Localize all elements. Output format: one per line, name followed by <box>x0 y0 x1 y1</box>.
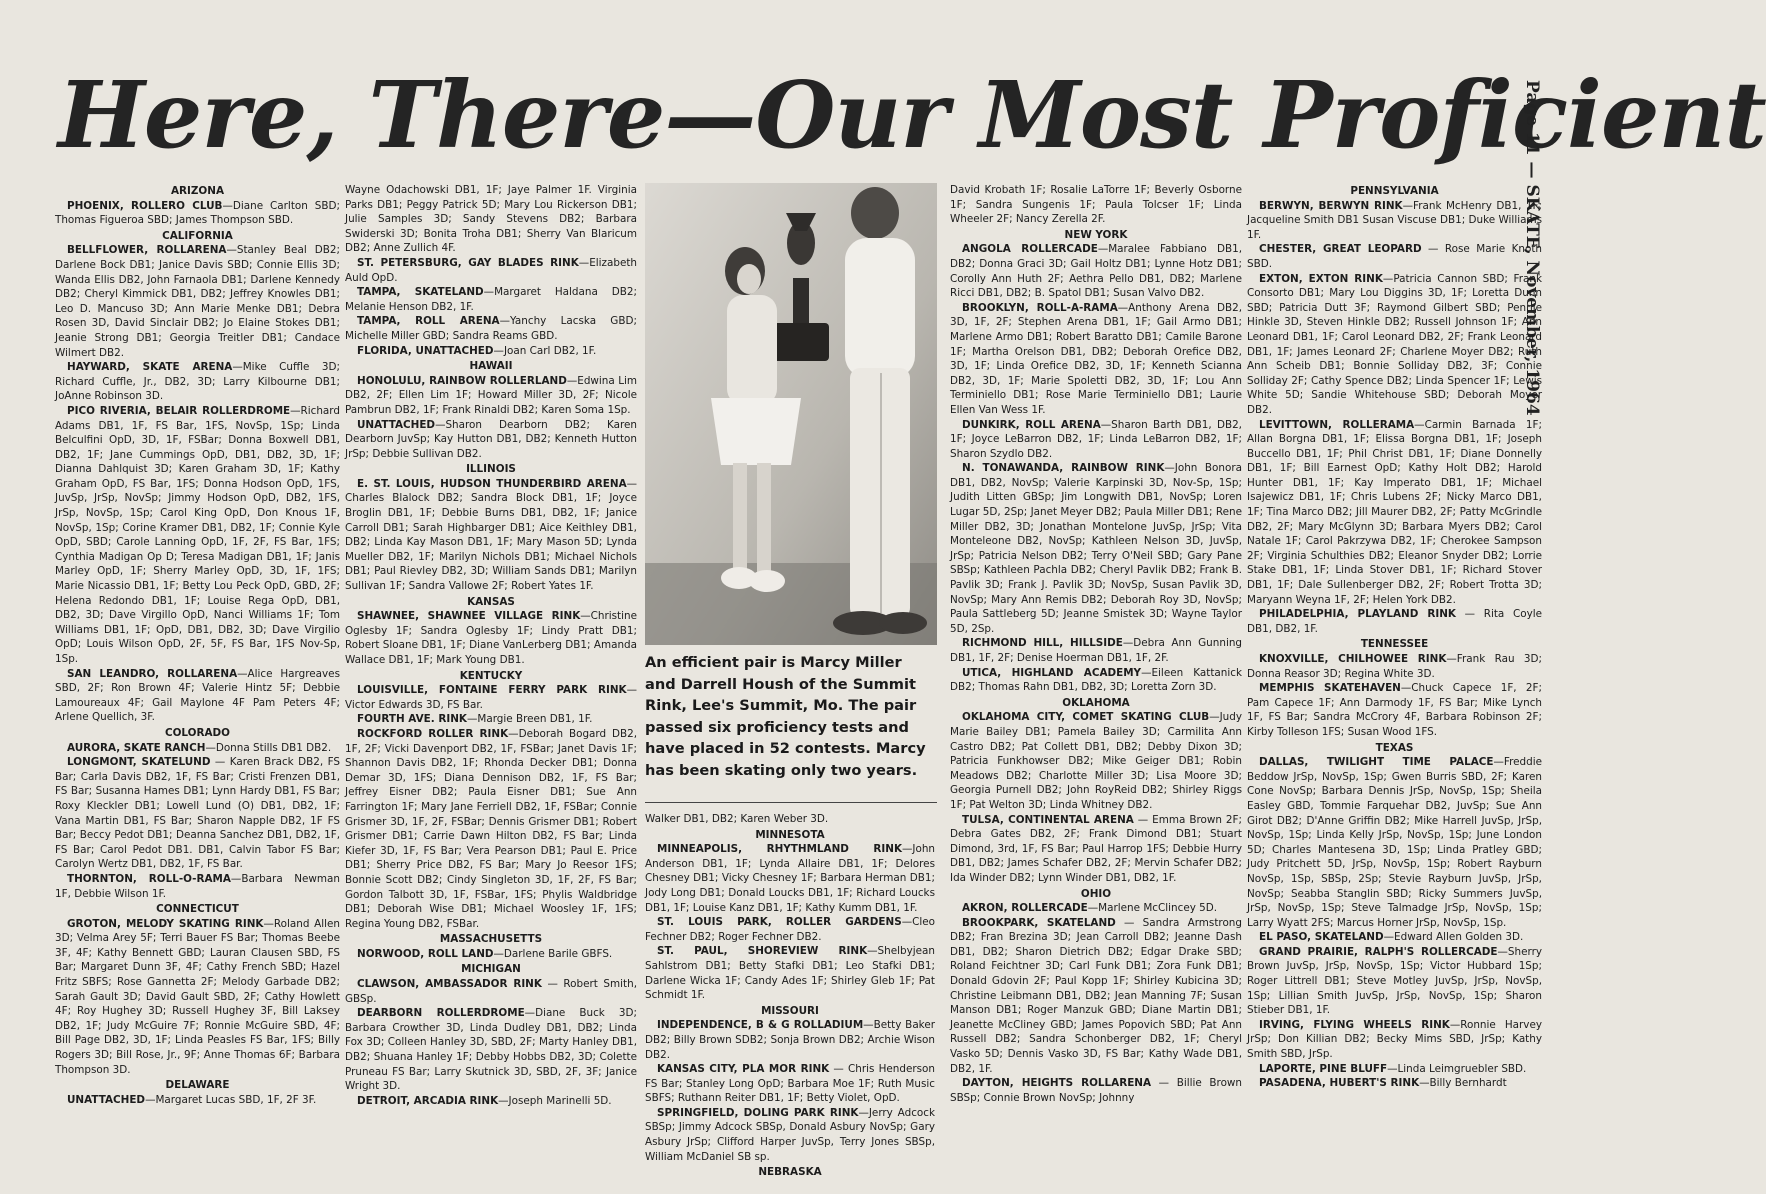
caption-divider <box>645 802 937 803</box>
rink-entry <box>55 755 340 872</box>
rink-entry <box>1247 930 1542 945</box>
page-folio: Page 11 — SKATE, November, 1964 <box>1522 80 1542 416</box>
rink-entry <box>55 404 340 667</box>
skater-list: —Mike Cuffle 3D; Richard Cuffle, Jr., DB2, 3D; Larry Kilbourne DB1; JoAnne Robinson 3D. <box>55 361 340 403</box>
skater-list: —Chuck Capece 1F, 2F; Pam Capece 1F; Ann Darmody 1F, FS Bar; Mike Lynch 1F, FS Bar; Sandra McCrory 4F, Barbara Robinson 2F; Kirby Tolleson 1FS; Susan Wood 1FS. <box>1247 682 1542 738</box>
skater-list: — Billie Brown SBSp; Connie Brown NovSp; Johnny <box>950 1077 1243 1104</box>
skater-list: —Jerry Adcock SBSp; Jimmy Adcock SBSp, Donald Asbury NovSp; Gary Asbury JrSp; Clifford Harper JuvSp, Terry Jones SBSp, William McDaniel SB sp. <box>645 1106 935 1163</box>
rink-entry <box>55 360 340 404</box>
rink-entry <box>645 915 935 944</box>
rink-entry <box>55 243 340 360</box>
rink-name: UNATTACHED <box>357 418 436 431</box>
skater-list: —Frank Rau 3D; Donna Reasor 3D; Regina White 3D. <box>1247 653 1542 680</box>
skater-list: —Christine Oglesby 1F; Sandra Oglesby 1F; Lindy Pratt DB1; Robert Sloane DB1, 1F; Diane VanLerberg DB1; Amanda Wallace DB1, 1F; Mark Young DB1. <box>345 610 637 666</box>
state-heading: DELAWARE <box>165 1079 230 1092</box>
skater-list: —Barbara Newman 1F, Debbie Wilson 1F. <box>55 872 340 900</box>
skater-list: —Billy Bernhardt <box>1419 1077 1507 1090</box>
rink-entry <box>55 199 340 228</box>
skater-list: —Joan Carl DB2, 1F. <box>493 344 597 357</box>
skater-list: — Chris Henderson FS Bar; Stanley Long OpD; Barbara Moe 1F; Ruth Music SBFS; Ruthann Reiter DB1, 1F; Betty Violet, OpD. <box>645 1063 935 1105</box>
column-4 <box>950 183 1242 1189</box>
rink-entry <box>345 285 637 314</box>
skater-list: —Joseph Marinelli 5D. <box>498 1094 612 1107</box>
rink-name: GROTON, MELODY SKATING RINK <box>67 917 264 930</box>
skater-list: —John Anderson DB1, 1F; Lynda Allaire DB1, 1F; Delores Chesney DB1; Vicky Chesney 1F; Barbara Herman DB1; Jody Long DB1; Donald Loucks DB1, 1F; Richard Loucks DB1, 1F; Louise Kanz DB1, 1F; Kathy Kumm DB1, 1F. <box>645 843 935 914</box>
continued-text: Wayne Odachowski DB1, 1F; Jaye Palmer 1F. Virginia Parks DB1; Peggy Patrick 5D; Mary Lou Rickerson DB1; Julie Samples 3D; Sandy Stevens DB2; Barbara Swiderski 3D; Bonita Troha DB1; Sherry Van Blaricum DB2; Anne Zullich 4F. <box>345 184 637 255</box>
rink-entry <box>345 712 637 727</box>
skater-list: —Sherry Brown JuvSp, JrSp, NovSp, 1Sp; Victor Hubbard 1Sp; Roger Littrell DB1; Steve Motley JuvSp, JrSp, NovSp, 1Sp; Lillian Smith JuvSp, JrSp, NovSp, 1Sp; Sharon Stieber DB1, 1F. <box>1247 945 1542 1017</box>
rink-entry <box>645 1062 935 1106</box>
skater-list: —Diane Carlton SBD; Thomas Figueroa SBD; James Thompson SBD. <box>55 199 340 227</box>
state-heading: CALIFORNIA <box>162 229 233 242</box>
state-heading: NEBRASKA <box>758 1166 822 1179</box>
rink-entry <box>645 1106 935 1164</box>
rink-entry <box>1247 199 1542 243</box>
skater-list: —Ronnie Harvey JrSp; Don Killian DB2; Becky Mims SBD, JrSp; Kathy Smith SBD, JrSp. <box>1247 1018 1542 1061</box>
skater-list: —Donna Stills DB1 DB2. <box>205 741 332 754</box>
skater-list: —Debra Ann Gunning DB1, 1F, 2F; Denise Hoerman DB1, 1F, 2F. <box>950 637 1243 664</box>
rink-entry <box>1247 652 1542 681</box>
state-heading: KENTUCKY <box>459 669 523 682</box>
rink-name: HAYWARD, SKATE ARENA <box>67 361 233 374</box>
rink-entry <box>1247 242 1542 271</box>
rink-entry <box>55 741 340 756</box>
rink-entry <box>950 242 1242 300</box>
state-heading: PENNSYLVANIA <box>1350 185 1439 197</box>
rink-entry <box>345 344 637 359</box>
skater-list: —Roland Allen 3D; Velma Arey 5F; Terri Bauer FS Bar; Thomas Beebe 3F, 4F; Kathy Bennett GBD; Lauran Clausen SBD, FS Bar; Margaret Dunn 3F, 4F; Cathy French SBD; Hazel Fritz SBFS; Rose Gannetta 2F; Melody Garbade DB2; Sarah Gault 3D; David Gault SBD, 2F; Cathy Howlett 4F; Roy Hughey 3D; Russell Hughey 3F, Bill Laksey DB2, 1F; Judy McGuire 7F; Ronnie McGuire SBD, 4F; Bill Page DB2, 3D, 1F; Linda Peasles FS Bar, 1FS; Billy Rogers 3D; Bill Rose, Jr., 9F; Anne Thomas 6F; Barbara Thompson 3D. <box>55 917 340 1076</box>
skaters-photo <box>645 183 937 645</box>
rink-entry <box>55 667 340 725</box>
rink-name: TAMPA, SKATELAND <box>357 286 484 299</box>
rink-name: INDEPENDENCE, B & G ROLLADIUM <box>657 1019 864 1032</box>
skater-list: —Freddie Beddow JrSp, NovSp, 1Sp; Gwen Burris SBD, 2F; Karen Cone NovSp; Barbara Dennis JrSp, NovSp, 1Sp; Sheila Easley GBD, Tommie Farquehar DB2, JuvSp; Sue Ann Girot DB2; D'Anne Griffin DB2; Mike Harrell JuvSp, JrSp, NovSp, 1Sp; Linda Kelly JrSp, NovSp, 1Sp; June London 5D; Charles Mantesena 3D, 1Sp; Linda Pratley GBD; Judy Pritchett 5D, JrSp, NovSp, 1Sp; Robert Rayburn NovSp, 1Sp, SBSp, 2Sp; Stevie Rayburn JuvSp, JrSp, NovSp; Seabba Stanglin SBD; Ricky Summers JuvSp, JrSp, NovSp, 1Sp; Steve Talmadge JrSp, NovSp, 1Sp; Larry Wyatt 2FS; Marcus Horner JrSp, NovSp, 1Sp. <box>1247 756 1542 929</box>
rink-name: FLORIDA, UNATTACHED <box>357 344 494 357</box>
rink-name: UTICA, HIGHLAND ACADEMY <box>962 666 1142 679</box>
skater-list: —Carmin Barnada 1F; Allan Borgna DB1, 1F; Elissa Borgna DB1, 1F; Joseph Buccello DB1, 1F; Phil Christ DB1, 1F; Diane Donnelly DB1, 1F; Bill Earnest OpD; Kathy Holt DB2; Harold Hunter DB1, 1F; Kay Imperato DB1, 1F; Michael Isajewicz DB1, 1F; Chris Lubens 2F; Nicky Marco DB1, 1F; Tina Marco DB2; Jill Maurer DB2, 2F; Patty McGrindle DB2, 2F; Mary McGlynn 3D; Barbara Myers DB2; Carol Natale 1F; Carol Pakrzywa DB2, 1F; Cherokee Sampson 2F; Virginia Schulthies DB2; Eleanor Snyder DB2; Lorrie Stake DB1, 1F; Linda Stover DB1, 1F; Richard Stover DB1, 1F; Dale Sullenberger DB2, 2F; Robert Trotta 3D; Maryann Weyna 1F, 2F; Helen York DB2. <box>1247 418 1542 606</box>
skater-list: — Rita Coyle DB1, DB2, 1F. <box>1247 608 1542 635</box>
rink-name: TULSA, CONTINENTAL ARENA <box>962 813 1134 826</box>
rink-name: DUNKIRK, ROLL ARENA <box>962 418 1101 431</box>
rink-entry <box>1247 1018 1542 1062</box>
state-heading: ILLINOIS <box>466 463 516 476</box>
rink-entry <box>345 418 637 462</box>
skater-list: —Victor Edwards 3D, FS Bar. <box>345 684 637 711</box>
state-heading: OKLAHOMA <box>1062 696 1130 709</box>
skater-list: —Maralee Fabbiano DB1, DB2; Donna Graci 3D; Gail Holtz DB1; Lynne Hotz DB1; Corolly Ann Huth 2F; Aethra Pello DB1, DB2; Marlene Ricci DB1, DB2; B. Spatol DB1; Susan Valvo DB2. <box>950 243 1242 300</box>
rink-name: BROOKLYN, ROLL-A-RAMA <box>962 301 1118 314</box>
skater-list: —Margaret Lucas SBD, 1F, 2F 3F. <box>145 1093 317 1106</box>
skater-list: —Darlene Barile GBFS. <box>493 947 613 960</box>
rink-name: ST. PAUL, SHOREVIEW RINK <box>657 945 868 958</box>
skater-list: — Robert Smith, GBSp. <box>345 978 637 1005</box>
rink-name: PHOENIX, ROLLERO CLUB <box>67 199 223 212</box>
rink-name: BROOKPARK, SKATELAND <box>962 916 1116 929</box>
rink-entry <box>950 301 1242 418</box>
state-heading: MINNESOTA <box>755 828 825 841</box>
state-heading: NEW YORK <box>1064 228 1128 241</box>
rink-name: LEVITTOWN, ROLLERAMA <box>1259 418 1415 431</box>
state-heading: MICHIGAN <box>461 963 521 976</box>
rink-entry <box>55 917 340 1078</box>
rink-name: OKLAHOMA CITY, COMET SKATING CLUB <box>962 711 1210 724</box>
rink-name: MEMPHIS SKATEHAVEN <box>1259 682 1401 695</box>
rink-name: ANGOLA ROLLERCADE <box>962 243 1098 256</box>
rink-name: UNATTACHED <box>67 1093 146 1106</box>
rink-entry <box>950 901 1242 916</box>
rink-name: PASADENA, HUBERT'S RINK <box>1259 1077 1420 1090</box>
rink-name: DAYTON, HEIGHTS ROLLARENA <box>962 1077 1152 1090</box>
continued-text: Walker DB1, DB2; Karen Weber 3D. <box>645 813 829 825</box>
rink-entry <box>1247 418 1542 608</box>
rink-name: EL PASO, SKATELAND <box>1259 931 1384 944</box>
state-heading: MASSACHUSETTS <box>439 933 543 946</box>
skater-list: — Rose Marie Knoth SBD. <box>1247 243 1542 270</box>
rink-entry <box>345 947 637 962</box>
skater-list: —Eileen Kattanick DB2; Thomas Rahn DB1, DB2, 3D; Loretta Zorn 3D. <box>950 666 1243 694</box>
rink-name: CHESTER, GREAT LEOPARD <box>1259 243 1422 256</box>
rink-entry <box>345 477 637 594</box>
rink-name: PICO RIVERIA, BELAIR ROLLERDROME <box>67 404 291 417</box>
skater-list: —Cleo Fechner DB2; Roger Fechner DB2. <box>645 916 935 943</box>
state-heading: MISSOURI <box>761 1004 819 1017</box>
rink-name: DEARBORN ROLLERDROME <box>357 1007 525 1020</box>
photo-caption: An efficient pair is Marcy Miller and Darrell Housh of the Summit Rink, Lee's Summit, Mo. The pair passed six proficiency tests and have placed in 52 contests. Marcy has been skating only two years. <box>645 654 926 779</box>
rink-entry <box>950 1076 1242 1105</box>
rink-entry <box>1247 607 1542 636</box>
skater-list: —Margie Breen DB1, 1F. <box>466 713 593 726</box>
rink-name: MINNEAPOLIS, RHYTHMLAND RINK <box>657 843 903 856</box>
rink-name: EXTON, EXTON RINK <box>1259 272 1383 285</box>
rink-name: E. ST. LOUIS, HUDSON THUNDERBIRD ARENA <box>357 477 627 490</box>
rink-entry <box>1247 945 1542 1018</box>
skater-list: —Deborah Bogard DB2, 1F, 2F; Vicki Davenport DB2, 1F, FSBar; Janet Davis 1F; Shannon Davis DB2, 1F; Rhonda Decker DB1; Donna Demar 3D, 1FS; Diana Dennison DB2, 1F, FS Bar; Jeffrey Eisner DB2; Paula Eisner DB1; Sue Ann Farrington 1F; Mary Jane Ferriell DB2, 1F, FSBar; Connie Grismer 3D, 1F, 2F, FSBar; Dennis Grismer DB1; Robert Grismer DB1; Carrie Dawn Hilton DB2, FS Bar; Linda Kiefer 3D, 1F, FS Bar; Vera Pearson DB1; Paul E. Price DB1; Sherry Price DB2, FS Bar; Mary Jo Reesor 1FS; Bonnie Scott DB2; Cindy Singleton 3D, 1F, 2F, FS Bar; Gordon Talbott 3D, 1F, FSBar, 1FS; Phylis Waldbridge DB1; Deborah Wise DB1; Michael Woosley 1F, 1FS; Regina Young DB2, FSBar. <box>345 727 637 930</box>
rink-entry <box>345 609 637 667</box>
rink-entry <box>55 1093 340 1108</box>
headline: Here, There—Our Most Proficient <box>58 61 1766 169</box>
rink-name: SAN LEANDRO, ROLLARENA <box>67 667 238 680</box>
rink-entry <box>950 710 1242 812</box>
column-5 <box>1247 183 1542 1189</box>
state-heading: OHIO <box>1080 887 1112 900</box>
rink-entry <box>345 727 637 931</box>
rink-name: KANSAS CITY, PLA MOR RINK <box>657 1063 830 1076</box>
rink-name: LONGMONT, SKATELUND <box>67 756 211 769</box>
skater-list: —Edward Allen Golden 3D. <box>1383 931 1524 944</box>
rink-entry <box>345 314 637 343</box>
state-heading: TENNESSEE <box>1360 638 1429 651</box>
skater-list: —Richard Adams DB1, 1F, FS Bar, 1FS, NovSp, 1Sp; Linda Belculfini OpD, 3D, 1F, FSBar; Donna Boxwell DB1, DB2, 1F; Jane Cummings OpD, DB1, DB2, 3D, 1F; Dianna Dahlquist 3D; Karen Graham 3D, 1F; Kathy Graham OpD, FS Bar, 1FS; Donna Hodson OpD, 1FS, JuvSp, JrSp, NovSp; Jimmy Hodson OpD, DB2, 1FS, JrSp, NovSp, 1Sp; Carol King OpD, Don Knous 1F, NovSp, 1Sp; Corine Kramer DB1, DB2, 1F; Connie Kyle OpD, SBD; Carole Lanning OpD, 1F, 2F, FS Bar, 1FS; Cynthia Madigan Op D; Teresa Madigan DB1, 1F; Janis Marley OpD, 1F; Sherry Marley OpD, 3D, 1F, 1FS; Marie Nicassio DB1, 1F; Betty Lou Peck OpD, GBD, 2F; Helena Redondo DB1, 1F; Louise Rega OpD, DB1, DB2, 3D; Dave Virgillo OpD, Nanci Williams 1F; Tom Williams DB1, 1F; OpD, DB1, DB2, 3D; Dave Virgilio OpD; Louis Wilson OpD, 2F, 5F, FS Bar, 1FS Nov-Sp, 1Sp. <box>55 404 340 665</box>
rink-name: THORNTON, ROLL-O-RAMA <box>67 872 231 885</box>
skater-list: — Sandra Armstrong DB2; Fran Brezina 3D; Jean Carroll DB2; Jeanne Dash DB1, DB2; Sharon Dietrich DB2; Edgar Drake SBD; Roland Feichtner 3D; Carl Funk DB1; Zora Funk DB1; Donald Gdovin 2F; Paul Kopp 1F; Shirley Kubicina 3D; Christine Leibmann DB1, DB2; Jean Manning 7F; Susan Manson DB1; Roger Manzuk GBD; Diane Martin DB1; Jeanette McCliney GBD; James Popovich SBD; Pat Ann Russell DB2; Sandra Schonberger DB2, 1F; Cheryl Vasko 5D; Dennis Vasko 3D, FS Bar; Kathy Wade DB1, DB2, 1F. <box>950 916 1242 1075</box>
skater-list: —Margaret Haldana DB2; Melanie Henson DB2, 1F. <box>345 286 637 313</box>
continued-text: David Krobath 1F; Rosalie LaTorre 1F; Beverly Osborne 1F; Sandra Sungenis 1F; Paula Tolcser 1F; Linda Wheeler 2F; Nancy Zerella 2F. <box>950 184 1242 226</box>
rink-name: LOUISVILLE, FONTAINE FERRY PARK RINK <box>357 684 627 697</box>
rink-entry <box>1247 755 1542 930</box>
rink-name: GRAND PRAIRIE, RALPH'S ROLLERCADE <box>1259 945 1498 958</box>
rink-entry <box>950 461 1242 636</box>
rink-entry <box>950 813 1242 886</box>
skater-list: —Sharon Barth DB1, DB2, 1F; Joyce LeBarron DB2, 1F; Linda LeBarron DB2, 1F; Sharon Szydlo DB2. <box>950 418 1242 460</box>
skater-list: —Betty Baker DB2; Billy Brown SDB2; Sonja Brown DB2; Archie Wison DB2. <box>645 1019 935 1061</box>
rink-entry <box>1247 1076 1542 1091</box>
rink-name: SPRINGFIELD, DOLING PARK RINK <box>657 1106 859 1119</box>
rink-name: BERWYN, BERWYN RINK <box>1259 199 1403 212</box>
rink-entry <box>950 916 1242 1077</box>
skater-list: —Shelbyjean Sahlstrom DB1; Betty Stafki DB1; Leo Stafki DB1; Darlene Wicka 1F; Candy Ades 1F; Shirley Gleb 1F; Pat Schmidt 1F. <box>645 945 935 1002</box>
rink-name: FOURTH AVE. RINK <box>357 713 467 726</box>
rink-name: ROCKFORD ROLLER RINK <box>357 727 509 740</box>
rink-entry <box>55 872 340 901</box>
skater-list: —Charles Blalock DB2; Sandra Block DB1, 1F; Joyce Broglin DB1, 1F; Debbie Burns DB1, DB2, 1F; Janice Carroll DB1; Sarah Highbarger DB1; Aice Keithley DB1, DB2; Linda Kay Mason DB1, 1F; Mary Mason 5D; Lynda Mueller DB2, 1F; Marilyn Nichols DB1; Michael Nichols DB1; Paul Rievley DB2, 3D; William Sands DB1; Marilyn Sullivan 1F; Sandra Vallowe 2F; Robert Yates 1F. <box>345 477 637 593</box>
rink-name: AURORA, SKATE RANCH <box>67 741 206 754</box>
rink-entry <box>345 256 637 285</box>
skater-list: —Diane Buck 3D; Barbara Crowther 3D, Linda Dudley DB1, DB2; Linda Fox 3D; Colleen Hanley 3D, SBD, 2F; Marty Hanley DB1, DB2; Shuana Hanley 1F; Debby Hobbs DB2, 3D; Colette Pruneau FS Bar; Larry Skutnick 3D, SBD, 2F, 3F; Janice Wright 3D. <box>345 1007 637 1093</box>
rink-name: LAPORTE, PINE BLUFF <box>1259 1062 1388 1075</box>
rink-name: PHILADELPHIA, PLAYLAND RINK <box>1259 608 1456 621</box>
column-3 <box>645 812 935 1188</box>
rink-name: SHAWNEE, SHAWNEE VILLAGE RINK <box>357 610 581 623</box>
rink-name: KNOXVILLE, CHILHOWEE RINK <box>1259 653 1447 665</box>
rink-name: CLAWSON, AMBASSADOR RINK <box>357 978 542 991</box>
skater-list: — Karen Brack DB2, FS Bar; Carla Davis DB2, 1F, FS Bar; Cristi Frenzen DB1, FS Bar; Susanna Hames DB1; Lynn Hardy DB1, FS Bar; Roxy Kleckler DB1; Lowell Lund (O) DB1, DB2, 1F; Vana Martin DB1, FS Bar; Sharon Napple DB2, 1F FS Bar; Beccy Pedot DB1; Deanna Sanchez DB1, DB2, 1F, FS Bar; Carol Pedot DB1. DB1, Calvin Tabor FS Bar; Carolyn Wertz DB1, DB2, 1F, FS Bar. <box>55 756 340 871</box>
rink-entry <box>345 683 637 712</box>
rink-entry <box>1247 272 1542 418</box>
rink-entry <box>950 418 1242 462</box>
rink-entry <box>345 374 637 418</box>
rink-name: AKRON, ROLLERCADE <box>962 902 1088 915</box>
rink-entry <box>1247 1062 1542 1077</box>
skater-list: —Frank McHenry DB1, 1F; Jacqueline Smith DB1 Susan Viscuse DB1; Duke Williams 1F. <box>1247 199 1542 241</box>
rink-name: RICHMOND HILL, HILLSIDE <box>962 637 1123 650</box>
rink-name: NORWOOD, ROLL LAND <box>357 947 494 960</box>
rink-entry <box>645 842 935 915</box>
skater-list: —Sharon Dearborn DB2; Karen Dearborn JuvSp; Kay Hutton DB1, DB2; Kenneth Hutton JrSp; Debbie Sullivan DB2. <box>345 418 637 460</box>
skater-list: —Patricia Cannon SBD; Frank Consorto DB1; Mary Lou Diggins 3D, 1F; Loretta Dunn SBD; Patricia Dutt 3F; Raymond Gilbert SBD; Pennie Hinkle 3D, Steven Hinkle DB2; Russell Johnson 1F; Ann Leonard DB1, 1F; Carol Leonard DB2, 2F; Frank Leonard DB1, 1F; James Leonard 2F; Charlene Moyer DB2; Ruth Ann Scheib DB1; Bonnie Solliday DB2, 3F; Connie Solliday 2F; Cathy Spence DB2; Linda Spencer 1F; Lewis White 5D; Sandie Whitehouse SBD; Deborah Moyer DB2. <box>1247 272 1543 416</box>
skater-list: —Judy Marie Bailey DB1; Pamela Bailey 3D; Carmilita Ann Castro DB2; Pat Collett DB1, DB2; Debby Dixon 3D; Patricia Funkhowser DB2; Mike Geiger DB1; Robin Meadows DB2; Charlotte Miller 3D; Lisa Moore 3D; Georgia Purnell DB2; John RoyReid DB2; Shirley Riggs 1F; Pat Welton 3D; Linda Whitney DB2. <box>950 711 1242 811</box>
rink-entry <box>1247 681 1542 739</box>
rink-entry <box>645 1018 935 1062</box>
column-1 <box>55 183 340 1189</box>
skater-list: —Stanley Beal DB2; Darlene Bock DB1; Janice Davis SBD; Connie Ellis 3D; Wanda Ellis DB2, John Farnaola DB1; Darlene Kennedy DB2; Cheryl Kimmick DB1, DB2; Jeffrey Knowles DB1; Leo D. Mancuso 3D; Ann Marie Menke DB1; Debra Rosen 3D, David Sinclair DB2; Jo Elaine Stokes DB1; Jeanie Strong DB1; Georgia Treitler DB1; Candace Wilmert DB2. <box>55 244 340 359</box>
skater-list: —Marlene McClincey 5D. <box>1087 902 1218 915</box>
skater-list: —Elizabeth Auld OpD. <box>345 256 637 284</box>
skater-list: —Anthony Arena DB2, 3D, 1F, 2F; Stephen Arena DB1, 1F; Gail Armo DB1; Marlene Armo DB1; Robert Baratto DB1; Camile Barone 1F; Martha Orelson DB1, DB2; Deborah Orefice DB2, 3D, 1F; Linda Orefice DB2, 3D, 1F; Kenneth Scianna DB2, 3D, 1F; Marie Spoletti DB2, 3D, 1F; Lou Ann Terminiello DB1; Rose Marie Terminiello DB1; Laurie Ellen Van Wess 1F. <box>950 301 1242 416</box>
rink-name: IRVING, FLYING WHEELS RINK <box>1259 1018 1450 1031</box>
rink-entry <box>950 636 1242 665</box>
rink-name: HONOLULU, RAINBOW ROLLERLAND <box>357 374 567 387</box>
skater-list: —Yanchy Lacska GBD; Michelle Miller GBD; Sandra Reams GBD. <box>345 315 637 342</box>
rink-name: BELLFLOWER, ROLLARENA <box>67 244 227 257</box>
state-heading: ARIZONA <box>170 185 224 197</box>
skater-list: —Edwina Lim DB2, 2F; Ellen Lim 1F; Howard Miller 3D, 2F; Nicole Pambrun DB2, 1F; Frank Rinaldi DB2; Karen Soma 1Sp. <box>345 374 638 416</box>
rink-name: ST. LOUIS PARK, ROLLER GARDENS <box>657 916 902 929</box>
rink-name: ST. PETERSBURG, GAY BLADES RINK <box>357 256 579 269</box>
rink-entry <box>645 944 935 1002</box>
state-heading: COLORADO <box>164 726 231 739</box>
skater-list: —Alice Hargreaves SBD, 2F; Ron Brown 4F; Valerie Hintz 5F; Debbie Lamoureaux 4F; Gail Maylone 4F Pam Peters 4F; Arlene Quellich, 3F. <box>55 667 340 724</box>
state-heading: CONNECTICUT <box>156 903 239 916</box>
state-heading: HAWAII <box>469 360 513 373</box>
rink-name: N. TONAWANDA, RAINBOW RINK <box>962 462 1165 475</box>
skater-list: —John Bonora DB1, DB2, NovSp; Valerie Karpinski 3D, Nov-Sp, 1Sp; Judith Litten GBSp; Jim Longwith DB1, NovSp; Loren Lugar 5D, 2Sp; Janet Meyer DB2; Paula Miller DB1; Rene Miller DB2, 3D; Jonathan Montelone JuvSp, JrSp; Vita Monteleone DB2, NovSp; Kathleen Nelson 3D, JuvSp, JrSp; Patricia Nelson DB2; Terry O'Neil SBD; Gary Pane SBSp; Kathleen Pachla DB2; Cheryl Pavlik DB2; Frank B. Pavlik 3D; Frank J. Pavlik 3D; NovSp, Susan Pavlik 3D, NovSp; Mary Ann Remis DB2; Deborah Roy 3D, NovSp; Paula Sattleberg 5D; Jeanne Smistek 3D; Wayne Taylor 5D, 2Sp. <box>950 462 1242 635</box>
rink-name: DETROIT, ARCADIA RINK <box>357 1094 499 1107</box>
rink-entry <box>345 977 637 1006</box>
photo-image <box>645 183 937 645</box>
rink-entry <box>345 1094 637 1109</box>
skater-list: —Linda Leimgruebler SBD. <box>1387 1062 1527 1075</box>
rink-name: TAMPA, ROLL ARENA <box>357 315 500 328</box>
column-2 <box>345 183 637 1189</box>
state-heading: TEXAS <box>1375 741 1414 754</box>
rink-name: DALLAS, TWILIGHT TIME PALACE <box>1259 756 1494 769</box>
rink-entry <box>950 666 1242 695</box>
state-heading: KANSAS <box>467 595 515 608</box>
skater-list: — Emma Brown 2F; Debra Gates DB2, 2F; Frank Dimond DB1; Stuart Dimond, 3rd, 1F, FS Bar; Paul Harrop 1FS; Debbie Hurry DB1, DB2; James Schafer DB2, 2F; Mervin Schafer DB2; Ida Winder DB2; Lynn Winder DB1, DB2, 1F. <box>950 813 1243 884</box>
rink-entry <box>345 1006 637 1094</box>
